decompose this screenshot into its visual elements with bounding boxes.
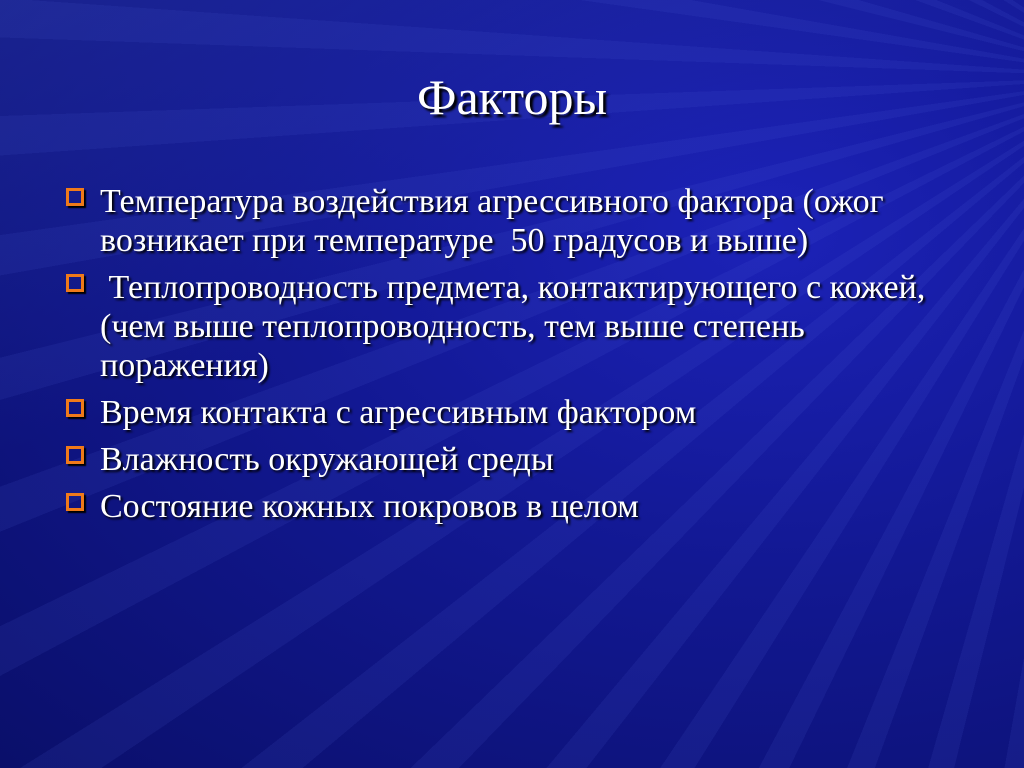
square-bullet-icon <box>66 188 84 206</box>
list-item <box>62 440 982 479</box>
slide-title: Факторы <box>416 69 608 125</box>
factor-list <box>62 182 982 534</box>
list-item-text: Влажность окружающей среды <box>100 441 554 478</box>
square-bullet-icon <box>66 399 84 417</box>
square-bullet-icon <box>66 493 84 511</box>
square-bullet-icon <box>66 274 84 292</box>
list-item-text: Время контакта с агрессивным фактором <box>100 394 697 431</box>
list-item <box>62 182 982 260</box>
list-item <box>62 268 982 385</box>
list-item <box>62 487 982 526</box>
list-item-text: Состояние кожных покровов в целом <box>100 488 639 525</box>
list-item-text: Теплопроводность предмета, контактирующего с кожей, (чем выше теплопроводность, тем выше степень поражения) <box>100 269 934 384</box>
list-item <box>62 393 982 432</box>
list-item-text: Температура воздействия агрессивного фактора (ожог возникает при температуре 50 градусов и выше) <box>100 183 893 259</box>
square-bullet-icon <box>66 446 84 464</box>
